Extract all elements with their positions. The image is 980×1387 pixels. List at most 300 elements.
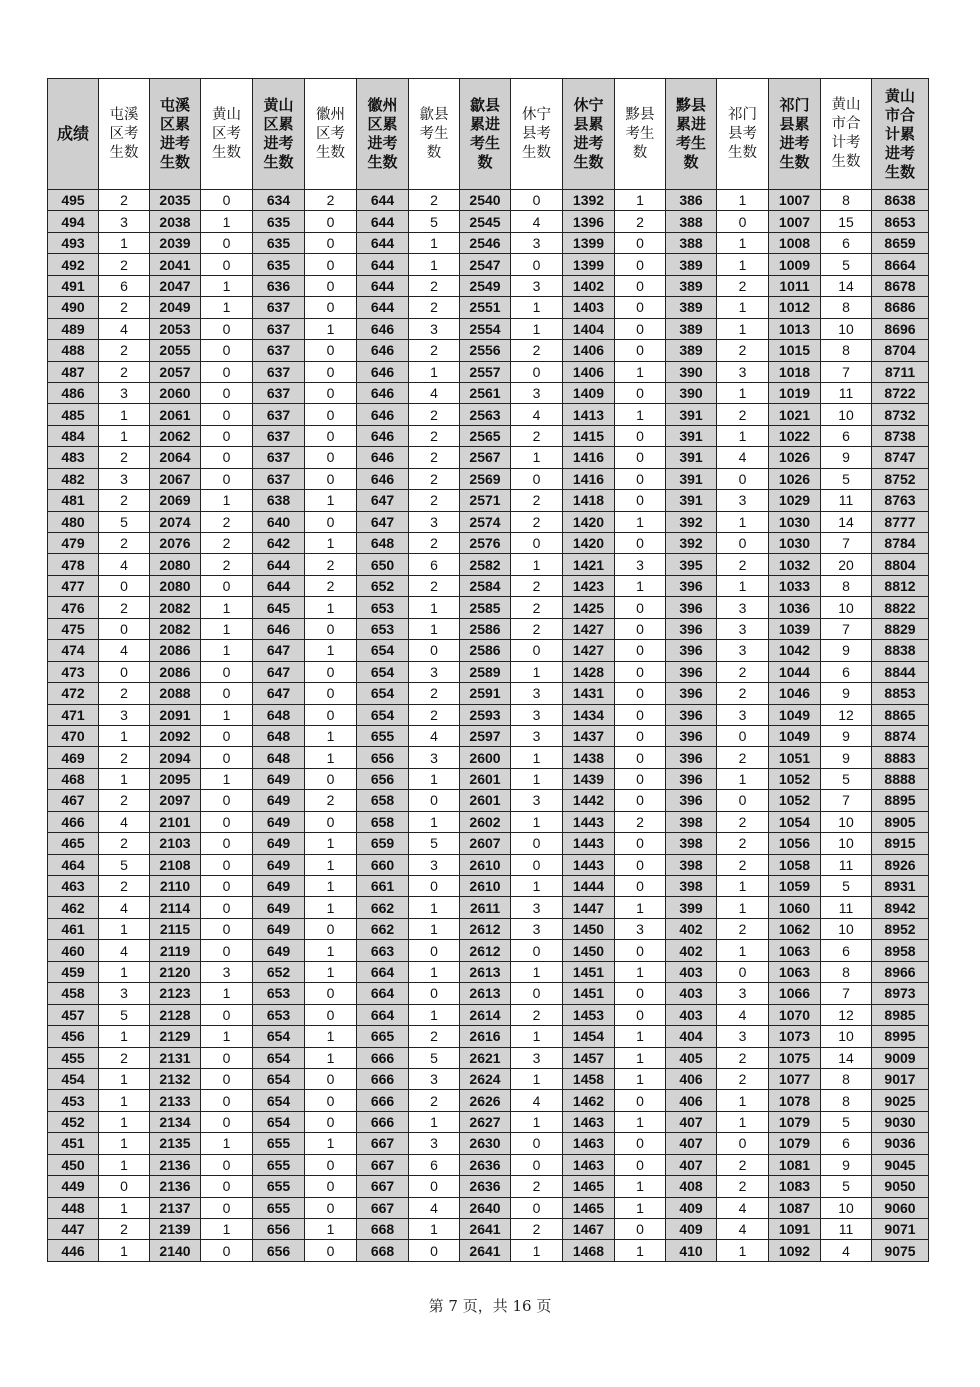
cumulative-count-cell: 8696 (872, 318, 929, 339)
score-cell: 457 (48, 1004, 99, 1025)
score-cell: 471 (48, 704, 99, 725)
cumulative-count-cell: 398 (666, 854, 717, 875)
score-cell: 458 (48, 983, 99, 1004)
cumulative-count-cell: 8874 (872, 725, 929, 746)
count-cell: 0 (615, 340, 666, 361)
cumulative-count-cell: 389 (666, 275, 717, 296)
cumulative-count-cell: 667 (357, 1133, 409, 1154)
count-cell: 0 (201, 833, 253, 854)
count-cell: 0 (305, 1004, 357, 1025)
table-row (48, 833, 929, 854)
cumulative-count-cell: 1009 (769, 254, 821, 275)
score-cell: 468 (48, 768, 99, 789)
count-cell: 8 (821, 575, 872, 596)
count-cell: 9 (821, 1154, 872, 1175)
count-cell: 0 (201, 1154, 253, 1175)
cumulative-count-cell: 396 (666, 640, 717, 661)
cumulative-count-cell: 1066 (769, 983, 821, 1004)
cumulative-count-cell: 2080 (150, 554, 201, 575)
score-cell: 464 (48, 854, 99, 875)
cumulative-count-cell: 9036 (872, 1133, 929, 1154)
cumulative-count-cell: 8777 (872, 511, 929, 532)
count-cell: 0 (201, 1090, 253, 1111)
cumulative-count-cell: 662 (357, 897, 409, 918)
count-cell: 9 (821, 683, 872, 704)
cumulative-count-cell: 402 (666, 940, 717, 961)
count-cell: 8 (821, 961, 872, 982)
score-cell: 465 (48, 833, 99, 854)
count-cell: 2 (305, 190, 357, 211)
count-cell: 3 (511, 232, 563, 253)
count-cell: 0 (201, 468, 253, 489)
cumulative-count-cell: 1021 (769, 404, 821, 425)
score-cell: 469 (48, 747, 99, 768)
count-cell: 3 (409, 1068, 460, 1089)
cumulative-count-cell: 2055 (150, 340, 201, 361)
table-row (48, 211, 929, 232)
cumulative-count-cell: 8722 (872, 382, 929, 403)
cumulative-count-cell: 8747 (872, 447, 929, 468)
count-cell: 5 (821, 768, 872, 789)
count-cell: 1 (717, 1240, 769, 1261)
cumulative-count-cell: 2082 (150, 618, 201, 639)
count-cell: 0 (615, 425, 666, 446)
table-row (48, 232, 929, 253)
count-cell: 3 (409, 747, 460, 768)
cumulative-count-cell: 1073 (769, 1026, 821, 1047)
count-cell: 1 (305, 1219, 357, 1240)
cumulative-count-cell: 8638 (872, 190, 929, 211)
cumulative-count-cell: 667 (357, 1176, 409, 1197)
count-cell: 2 (409, 340, 460, 361)
count-cell: 1 (615, 575, 666, 596)
cumulative-count-cell: 1416 (563, 468, 615, 489)
count-cell: 1 (201, 211, 253, 232)
count-cell: 0 (201, 340, 253, 361)
count-cell: 7 (821, 790, 872, 811)
column-header (872, 79, 929, 190)
cumulative-count-cell: 1036 (769, 597, 821, 618)
cumulative-count-cell: 1070 (769, 1004, 821, 1025)
count-cell: 5 (409, 1047, 460, 1068)
count-cell: 4 (511, 211, 563, 232)
count-cell: 0 (201, 811, 253, 832)
count-cell: 2 (201, 554, 253, 575)
count-cell: 1 (305, 1026, 357, 1047)
count-cell: 1 (305, 1047, 357, 1068)
cumulative-count-cell: 390 (666, 361, 717, 382)
cumulative-count-cell: 646 (357, 447, 409, 468)
cumulative-count-cell: 409 (666, 1197, 717, 1218)
count-cell: 7 (821, 533, 872, 554)
cumulative-count-cell: 9060 (872, 1197, 929, 1218)
score-cell: 474 (48, 640, 99, 661)
cumulative-count-cell: 656 (253, 1219, 305, 1240)
count-cell: 0 (99, 1176, 150, 1197)
table-row (48, 425, 929, 446)
cumulative-count-cell: 2092 (150, 725, 201, 746)
count-cell: 3 (99, 382, 150, 403)
score-cell: 448 (48, 1197, 99, 1218)
cumulative-count-cell: 410 (666, 1240, 717, 1261)
count-cell: 2 (409, 190, 460, 211)
count-cell: 0 (201, 447, 253, 468)
cumulative-count-cell: 2586 (460, 640, 511, 661)
count-cell: 0 (99, 575, 150, 596)
cumulative-count-cell: 2136 (150, 1154, 201, 1175)
column-header (666, 79, 717, 190)
count-cell: 3 (409, 511, 460, 532)
cumulative-count-cell: 1032 (769, 554, 821, 575)
cumulative-count-cell: 398 (666, 876, 717, 897)
count-cell: 1 (615, 1047, 666, 1068)
column-header-label: 黄山区考生数 (212, 106, 241, 161)
cumulative-count-cell: 653 (253, 983, 305, 1004)
cumulative-count-cell: 658 (357, 811, 409, 832)
column-header-label: 歙县累进考生数 (469, 97, 500, 171)
cumulative-count-cell: 1044 (769, 661, 821, 682)
cumulative-count-cell: 402 (666, 918, 717, 939)
count-cell: 3 (511, 725, 563, 746)
cumulative-count-cell: 652 (253, 961, 305, 982)
cumulative-count-cell: 9009 (872, 1047, 929, 1068)
count-cell: 0 (717, 468, 769, 489)
count-cell: 1 (201, 1133, 253, 1154)
cumulative-count-cell: 1443 (563, 833, 615, 854)
cumulative-count-cell: 1046 (769, 683, 821, 704)
count-cell: 2 (409, 404, 460, 425)
count-cell: 0 (201, 1176, 253, 1197)
score-cell: 478 (48, 554, 99, 575)
count-cell: 0 (615, 790, 666, 811)
cumulative-count-cell: 635 (253, 211, 305, 232)
cumulative-count-cell: 2567 (460, 447, 511, 468)
count-cell: 0 (409, 1240, 460, 1261)
count-cell: 2 (511, 1176, 563, 1197)
cumulative-count-cell: 1458 (563, 1068, 615, 1089)
count-cell: 1 (717, 575, 769, 596)
count-cell: 2 (409, 533, 460, 554)
count-cell: 0 (201, 854, 253, 875)
cumulative-count-cell: 1015 (769, 340, 821, 361)
cumulative-count-cell: 2108 (150, 854, 201, 875)
count-cell: 0 (615, 747, 666, 768)
cumulative-count-cell: 2586 (460, 618, 511, 639)
score-cell: 451 (48, 1133, 99, 1154)
count-cell: 2 (717, 404, 769, 425)
count-cell: 1 (305, 640, 357, 661)
cumulative-count-cell: 1033 (769, 575, 821, 596)
cumulative-count-cell: 1463 (563, 1154, 615, 1175)
column-header-label: 黄山区累进考生数 (263, 97, 294, 171)
cumulative-count-cell: 1399 (563, 254, 615, 275)
cumulative-count-cell: 1075 (769, 1047, 821, 1068)
cumulative-count-cell: 2547 (460, 254, 511, 275)
cumulative-count-cell: 404 (666, 1026, 717, 1047)
cumulative-count-cell: 1052 (769, 790, 821, 811)
count-cell: 1 (99, 1133, 150, 1154)
count-cell: 2 (511, 575, 563, 596)
cumulative-count-cell: 1049 (769, 704, 821, 725)
cumulative-count-cell: 656 (357, 768, 409, 789)
count-cell: 0 (305, 683, 357, 704)
count-cell: 10 (821, 318, 872, 339)
count-cell: 1 (615, 511, 666, 532)
cumulative-count-cell: 1019 (769, 382, 821, 403)
count-cell: 6 (821, 425, 872, 446)
count-cell: 0 (305, 404, 357, 425)
count-cell: 0 (201, 404, 253, 425)
count-cell: 0 (409, 983, 460, 1004)
cumulative-count-cell: 2571 (460, 490, 511, 511)
count-cell: 2 (717, 854, 769, 875)
column-header (253, 79, 305, 190)
count-cell: 3 (511, 275, 563, 296)
cumulative-count-cell: 644 (357, 211, 409, 232)
count-cell: 0 (305, 1197, 357, 1218)
cumulative-count-cell: 1468 (563, 1240, 615, 1261)
cumulative-count-cell: 1406 (563, 361, 615, 382)
cumulative-count-cell: 2624 (460, 1068, 511, 1089)
count-cell: 1 (201, 275, 253, 296)
cumulative-count-cell: 1049 (769, 725, 821, 746)
count-cell: 2 (409, 704, 460, 725)
cumulative-count-cell: 406 (666, 1090, 717, 1111)
cumulative-count-cell: 663 (357, 940, 409, 961)
count-cell: 0 (201, 575, 253, 596)
count-cell: 0 (305, 361, 357, 382)
count-cell: 5 (821, 468, 872, 489)
count-cell: 1 (201, 297, 253, 318)
table-row (48, 961, 929, 982)
count-cell: 1 (717, 940, 769, 961)
count-cell: 0 (615, 254, 666, 275)
cumulative-count-cell: 2612 (460, 918, 511, 939)
cumulative-count-cell: 8952 (872, 918, 929, 939)
cumulative-count-cell: 396 (666, 790, 717, 811)
count-cell: 1 (615, 361, 666, 382)
cumulative-count-cell: 668 (357, 1240, 409, 1261)
table-row (48, 404, 929, 425)
cumulative-count-cell: 2062 (150, 425, 201, 446)
cumulative-count-cell: 666 (357, 1090, 409, 1111)
cumulative-count-cell: 2053 (150, 318, 201, 339)
count-cell: 14 (821, 275, 872, 296)
cumulative-count-cell: 1454 (563, 1026, 615, 1047)
count-cell: 2 (717, 747, 769, 768)
cumulative-count-cell: 1402 (563, 275, 615, 296)
count-cell: 1 (511, 554, 563, 575)
count-cell: 2 (717, 1154, 769, 1175)
table-row (48, 854, 929, 875)
cumulative-count-cell: 647 (357, 490, 409, 511)
cumulative-count-cell: 2039 (150, 232, 201, 253)
count-cell: 1 (99, 918, 150, 939)
count-cell: 0 (511, 190, 563, 211)
cumulative-count-cell: 1443 (563, 854, 615, 875)
count-cell: 0 (201, 1068, 253, 1089)
cumulative-count-cell: 644 (357, 297, 409, 318)
count-cell: 1 (305, 940, 357, 961)
cumulative-count-cell: 2616 (460, 1026, 511, 1047)
count-cell: 1 (99, 425, 150, 446)
cumulative-count-cell: 659 (357, 833, 409, 854)
cumulative-count-cell: 2641 (460, 1240, 511, 1261)
count-cell: 3 (511, 683, 563, 704)
table-row (48, 382, 929, 403)
score-cell: 487 (48, 361, 99, 382)
cumulative-count-cell: 635 (253, 254, 305, 275)
count-cell: 2 (409, 297, 460, 318)
count-cell: 0 (615, 275, 666, 296)
count-cell: 4 (409, 725, 460, 746)
count-cell: 0 (201, 1047, 253, 1068)
cumulative-count-cell: 1451 (563, 961, 615, 982)
table-row (48, 190, 929, 211)
cumulative-count-cell: 2627 (460, 1111, 511, 1132)
count-cell: 0 (615, 854, 666, 875)
count-cell: 1 (511, 876, 563, 897)
cumulative-count-cell: 396 (666, 661, 717, 682)
cumulative-count-cell: 647 (253, 683, 305, 704)
count-cell: 1 (409, 918, 460, 939)
count-cell: 0 (615, 618, 666, 639)
count-cell: 0 (305, 811, 357, 832)
count-cell: 0 (305, 340, 357, 361)
cumulative-count-cell: 2557 (460, 361, 511, 382)
cumulative-count-cell: 1054 (769, 811, 821, 832)
count-cell: 1 (511, 318, 563, 339)
score-cell: 493 (48, 232, 99, 253)
cumulative-count-cell: 1444 (563, 876, 615, 897)
cumulative-count-cell: 665 (357, 1026, 409, 1047)
count-cell: 0 (717, 790, 769, 811)
cumulative-count-cell: 2067 (150, 468, 201, 489)
cumulative-count-cell: 1062 (769, 918, 821, 939)
count-cell: 11 (821, 854, 872, 875)
count-cell: 9 (821, 447, 872, 468)
count-cell: 1 (99, 1068, 150, 1089)
score-cell: 472 (48, 683, 99, 704)
count-cell: 8 (821, 1090, 872, 1111)
table-row (48, 297, 929, 318)
column-header (99, 79, 150, 190)
count-cell: 0 (305, 425, 357, 446)
cumulative-count-cell: 8942 (872, 897, 929, 918)
column-header-label: 休宁县考生数 (522, 106, 551, 161)
column-header-label: 屯溪区累进考生数 (159, 97, 190, 171)
count-cell: 0 (615, 297, 666, 318)
count-cell: 2 (615, 211, 666, 232)
cumulative-count-cell: 2123 (150, 983, 201, 1004)
column-header (615, 79, 666, 190)
count-cell: 3 (99, 468, 150, 489)
score-cell: 454 (48, 1068, 99, 1089)
count-cell: 2 (201, 533, 253, 554)
count-cell: 0 (305, 1240, 357, 1261)
cumulative-count-cell: 2601 (460, 768, 511, 789)
column-header-label: 祁门县累进考生数 (779, 97, 810, 171)
count-cell: 0 (615, 597, 666, 618)
count-cell: 1 (511, 447, 563, 468)
cumulative-count-cell: 403 (666, 961, 717, 982)
cumulative-count-cell: 646 (357, 318, 409, 339)
count-cell: 0 (201, 790, 253, 811)
count-cell: 5 (821, 876, 872, 897)
count-cell: 8 (821, 297, 872, 318)
score-cell: 488 (48, 340, 99, 361)
cumulative-count-cell: 654 (253, 1111, 305, 1132)
cumulative-count-cell: 2561 (460, 382, 511, 403)
cumulative-count-cell: 2101 (150, 811, 201, 832)
cumulative-count-cell: 2131 (150, 1047, 201, 1068)
count-cell: 4 (717, 1004, 769, 1025)
table-row (48, 661, 929, 682)
count-cell: 2 (99, 1047, 150, 1068)
cumulative-count-cell: 396 (666, 618, 717, 639)
count-cell: 1 (305, 318, 357, 339)
column-header-label: 屯溪区考生数 (109, 106, 139, 161)
column-header (717, 79, 769, 190)
count-cell: 2 (409, 468, 460, 489)
count-cell: 1 (511, 747, 563, 768)
score-cell: 490 (48, 297, 99, 318)
count-cell: 1 (99, 725, 150, 746)
count-cell: 3 (409, 854, 460, 875)
header-row (48, 79, 929, 190)
score-cell: 489 (48, 318, 99, 339)
count-cell: 2 (305, 790, 357, 811)
count-cell: 1 (717, 768, 769, 789)
cumulative-count-cell: 1418 (563, 490, 615, 511)
cumulative-count-cell: 1399 (563, 232, 615, 253)
count-cell: 3 (511, 918, 563, 939)
count-cell: 0 (615, 876, 666, 897)
count-cell: 0 (201, 661, 253, 682)
count-cell: 3 (717, 490, 769, 511)
count-cell: 0 (201, 254, 253, 275)
cumulative-count-cell: 1030 (769, 533, 821, 554)
cumulative-count-cell: 389 (666, 340, 717, 361)
count-cell: 0 (511, 940, 563, 961)
count-cell: 0 (615, 232, 666, 253)
cumulative-count-cell: 1406 (563, 340, 615, 361)
cumulative-count-cell: 2556 (460, 340, 511, 361)
cumulative-count-cell: 8738 (872, 425, 929, 446)
cumulative-count-cell: 2600 (460, 747, 511, 768)
column-header (409, 79, 460, 190)
count-cell: 3 (99, 211, 150, 232)
cumulative-count-cell: 654 (357, 683, 409, 704)
cumulative-count-cell: 2086 (150, 661, 201, 682)
cumulative-count-cell: 648 (253, 704, 305, 725)
count-cell: 0 (717, 211, 769, 232)
count-cell: 2 (409, 683, 460, 704)
count-cell: 8 (821, 1068, 872, 1089)
cumulative-count-cell: 646 (357, 340, 409, 361)
cumulative-count-cell: 2035 (150, 190, 201, 211)
score-cell: 463 (48, 876, 99, 897)
count-cell: 6 (821, 661, 872, 682)
cumulative-count-cell: 8931 (872, 876, 929, 897)
count-cell: 1 (511, 661, 563, 682)
count-cell: 0 (615, 983, 666, 1004)
score-cell: 467 (48, 790, 99, 811)
table-row (48, 1004, 929, 1025)
count-cell: 2 (511, 597, 563, 618)
count-cell: 0 (615, 318, 666, 339)
count-cell: 4 (99, 318, 150, 339)
